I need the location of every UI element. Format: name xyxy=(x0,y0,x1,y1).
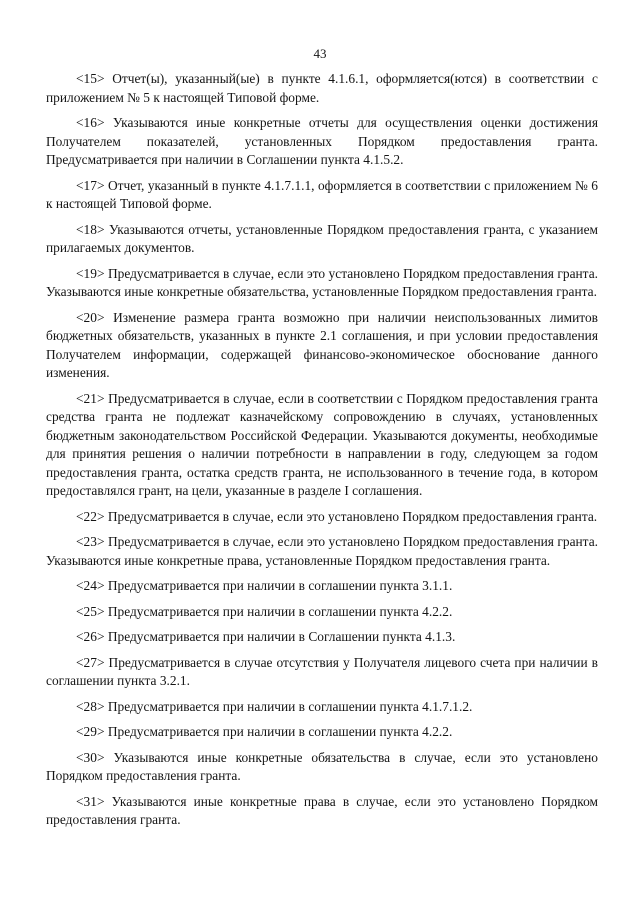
footnote-marker: <23> xyxy=(76,534,105,549)
footnote-text: Изменение размера гранта возможно при наличии неиспользованных лимитов бюджетных обязательств, указанных в пункте 2.1 соглашения, и при условии предоставления Получателем информации, содержащей финансово-экономическое обоснование данного изменения. xyxy=(46,309,598,380)
footnote-marker: <28> xyxy=(76,698,105,714)
footnote-23 xyxy=(46,533,598,570)
footnote-marker: <16> xyxy=(76,115,105,130)
footnote-marker: <21> xyxy=(76,390,105,406)
footnote-29 xyxy=(46,723,598,742)
footnote-text: Отчет(ы), указанный(ые) в пункте 4.1.6.1, оформляется(ются) в соответствии с приложением № 5 к настоящей Типовой форме. xyxy=(46,71,598,105)
footnote-text: Указываются отчеты, установленные Порядком предоставления гранта, с указанием прилагаемых документов. xyxy=(46,221,598,255)
footnote-text: Предусматривается в случае, если это установлено Порядком предоставления гранта. Указываются иные конкретные обязательства, установленные Порядком предоставления гранта. xyxy=(46,265,598,299)
footnote-28 xyxy=(46,698,598,717)
footnote-text: Указываются иные конкретные отчеты для осуществления оценки достижения Получателем показателей, установленных Порядком предоставления гранта. Предусматривается при наличии в Соглашении пункта 4.1.5.2. xyxy=(46,115,598,167)
footnote-text: Отчет, указанный в пункте 4.1.7.1.1, оформляется в соответствии с приложением № 6 к настоящей Типовой форме. xyxy=(46,177,598,211)
footnotes-section xyxy=(46,70,598,837)
footnote-text: Указываются иные конкретные права в случае, если это установлено Порядком предоставления гранта. xyxy=(46,793,598,827)
footnote-27 xyxy=(46,654,598,691)
footnote-text: Указываются иные конкретные обязательства в случае, если это установлено Порядком предоставления гранта. xyxy=(46,749,598,783)
footnote-24 xyxy=(46,577,598,596)
footnote-25 xyxy=(46,603,598,622)
footnote-text: Предусматривается в случае, если это установлено Порядком предоставления гранта. xyxy=(107,508,598,524)
footnote-17 xyxy=(46,177,598,214)
footnote-marker: <17> xyxy=(76,177,105,193)
footnote-marker: <27> xyxy=(76,654,105,670)
footnote-marker: <30> xyxy=(76,749,105,765)
footnote-15 xyxy=(46,70,598,107)
footnote-marker: <24> xyxy=(76,578,105,593)
footnote-text: Предусматривается при наличии в соглашении пункта 4.1.7.1.2. xyxy=(107,698,473,714)
footnote-marker: <26> xyxy=(76,629,105,644)
footnote-20 xyxy=(46,309,598,383)
footnote-marker: <25> xyxy=(76,603,105,619)
footnote-marker: <19> xyxy=(76,265,105,281)
footnote-18 xyxy=(46,221,598,258)
footnote-30 xyxy=(46,749,598,786)
footnote-text: Предусматривается в случае, если в соответствии с Порядком предоставления гранта средства гранта не подлежат казначейскому сопровождению в случаях, установленных бюджетным законодательством Российской Федерации. Указываются документы, необходимые для принятия решения о наличии потребности в направлении в году, следующем за годом предоставления гранта, остатка средств гранта, не использованного в течение года, в котором предоставлялся грант, на цели, указанные в разделе I соглашения. xyxy=(46,390,598,498)
footnote-marker: <20> xyxy=(76,309,105,325)
footnote-text: Предусматривается при наличии в соглашении пункта 4.2.2. xyxy=(107,724,453,739)
footnote-26 xyxy=(46,628,598,647)
footnote-marker: <22> xyxy=(76,508,105,524)
footnote-marker: <29> xyxy=(76,724,105,739)
footnote-21 xyxy=(46,390,598,501)
footnote-text: Предусматривается при наличии в Соглашении пункта 4.1.3. xyxy=(107,629,456,644)
footnote-text: Предусматривается при наличии в соглашении пункта 4.2.2. xyxy=(107,603,453,619)
footnote-text: Предусматривается в случае отсутствия у Получателя лицевого счета при наличии в соглашении пункта 3.2.1. xyxy=(46,654,598,688)
footnote-text: Предусматривается при наличии в соглашении пункта 3.1.1. xyxy=(107,578,453,593)
footnote-22 xyxy=(46,508,598,527)
footnote-marker: <15> xyxy=(76,71,105,86)
footnote-text: Предусматривается в случае, если это установлено Порядком предоставления гранта. Указываются иные конкретные права, установленные Порядком предоставления гранта. xyxy=(46,534,598,568)
footnote-19 xyxy=(46,265,598,302)
footnote-marker: <31> xyxy=(76,793,105,809)
page-number: 43 xyxy=(313,46,327,61)
footnote-31 xyxy=(46,793,598,830)
footnote-marker: <18> xyxy=(76,221,105,237)
footnote-16 xyxy=(46,114,598,170)
